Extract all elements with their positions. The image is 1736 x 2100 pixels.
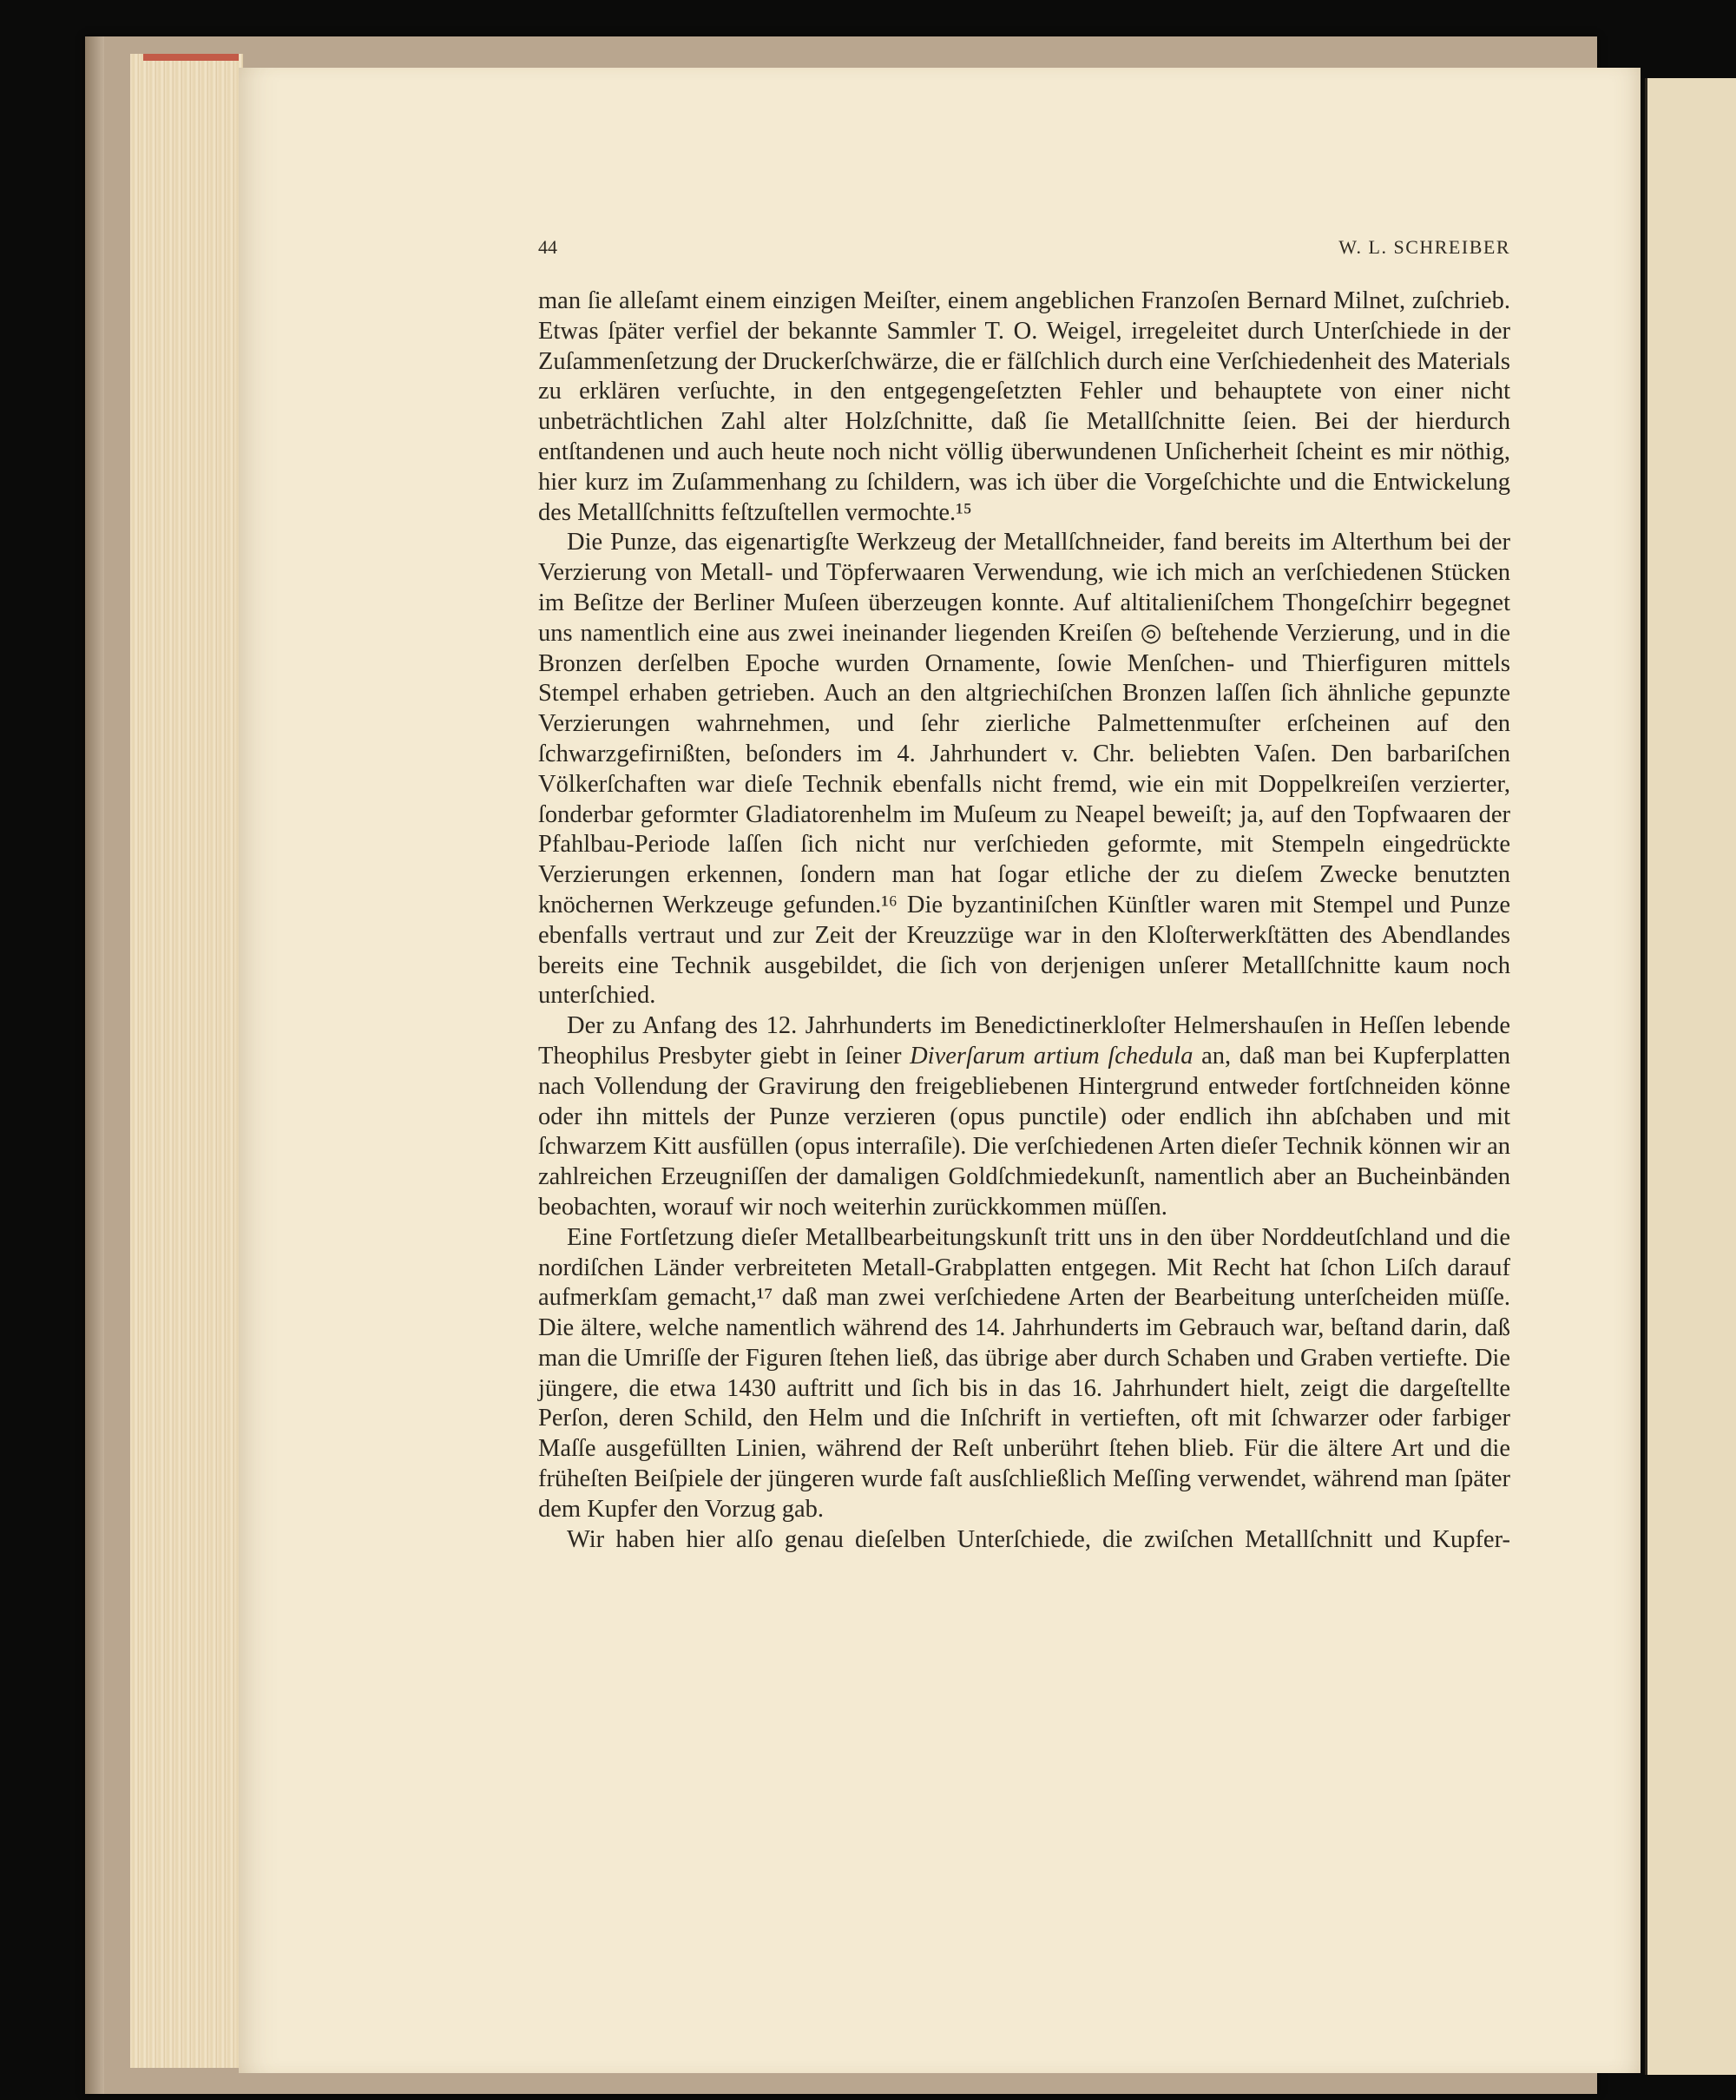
paragraph-2: Die Punze, das eigenartigſte Werkzeug der Metallſchneider, fand bereits im Alterthum bei der Verzierung von Metall- und Töpferwaaren Verwendung, wie ich mich an verſchiedenen Stücken im Beſitze der Berliner Muſeen überzeugen konnte. Auf altitalieniſchem Thongeſchirr begegnet uns namentlich eine aus zwei ineinander liegenden Kreiſen ◎ beſtehende Verzierung, und in die Bronzen derſelben Epoche wurden Ornamente, ſowie Menſchen- und Thierfiguren mittels Stempel erhaben getrieben. Auch an den altgriechiſchen Bronzen laſſen ſich ähnliche gepunzte Verzierungen wahrnehmen, und ſehr zierliche Palmettenmuſter erſcheinen auf den ſchwarzgefirnißten, beſonders im 4. Jahrhundert v. Chr. beliebten Vaſen. Den barbariſchen Völkerſchaften war dieſe Technik ebenfalls nicht fremd, wie ein mit Doppelkreiſen verzierter, ſonderbar geformter Gladiatorenhelm im Muſeum zu Neapel beweiſt; ja, auf den Topfwaaren der Pfahlbau-Periode laſſen ſich nicht nur verſchieden geformte, mit Stempeln eingedrückte Verzierungen erkennen, ſondern man hat ſogar etliche der zu dieſem Zwecke benutzten knöchernen Werkzeuge gefunden.¹⁶ Die byzantiniſchen Künſtler waren mit Stempel und Punze ebenfalls vertraut und zur Zeit der Kreuzzüge war in den Kloſterwerkſtätten des Abendlandes bereits eine Technik ausgebildet, die ſich von derjenigen unſerer Metallſchnitte kaum noch unterſchied. <box>538 529 1510 1010</box>
body-text <box>538 286 1510 1555</box>
paragraph-5: Wir haben hier alſo genau dieſelben Unterſchiede, die zwiſchen Metallſchnitt und Kupfer- <box>567 1525 1510 1553</box>
paragraph-3 <box>538 1011 1510 1223</box>
running-head: W. L. SCHREIBER <box>1338 236 1510 258</box>
page-header <box>538 236 1510 271</box>
paragraph-1: man ſie alleſamt einem einzigen Meiſter, einem angeblichen Franzoſen Bernard Milnet, zuſchrieb. Etwas ſpäter verfiel der bekannte Sammler T. O. Weigel, irregeleitet durch Unterſchiede in der Zuſammenſetzung der Druckerſchwärze, die er fälſchlich durch eine Verſchiedenheit des Materials zu erklären verſuchte, in den entgegengeſetzten Fehler und behauptete von einer nicht unbeträchtlichen Zahl alter Holzſchnitte, daß ſie Metallſchnitte ſeien. Bei der hierdurch entſtandenen und auch heute noch nicht völlig überwundenen Unſicherheit ſcheint es mir nöthig, hier kurz im Zuſammenhang zu ſchildern, was ich über die Vorgeſchichte und die Entwickelung des Metallſchnitts feſtzuſtellen vermochte.¹⁵ <box>538 287 1510 526</box>
paragraph-3-text-b: an, daß man bei Kupferplatten nach Vollendung der Gravirung den freigebliebenen Hintergrund entweder fortſchneiden könne oder ihn mittels der Punze verzieren (opus punctile) oder endlich ihn abſchaben und mit ſchwarzem Kitt ausfüllen (opus interraſile). Die verſchiedenen Arten dieſer Technik können wir an zahlreichen Erzeugniſſen der damaligen Goldſchmiedekunſt, namentlich aber an Bucheinbänden beobachten, worauf wir noch weiterhin zurückkommen müſſen. <box>538 1042 1510 1221</box>
page-stack-red-edge <box>143 54 239 61</box>
adjacent-page <box>1645 78 1736 2075</box>
page-number: 44 <box>538 236 557 258</box>
cover-edge <box>85 36 104 2094</box>
paragraph-4: Eine Fortſetzung dieſer Metallbearbeitungskunſt tritt uns in den über Norddeutſchland und die nordiſchen Länder verbreiteten Metall-Grabplatten entgegen. Mit Recht hat ſchon Liſch darauf aufmerkſam gemacht,¹⁷ daß man zwei verſchiedene Arten der Bearbeitung unterſcheiden müſſe. Die ältere, welche namentlich während des 14. Jahrhunderts im Gebrauch war, beſtand darin, daß man die Umriſſe der Figuren ſtehen ließ, das übrige aber durch Schaben und Graben vertiefte. Die jüngere, die etwa 1430 auftritt und ſich bis in das 16. Jahrhundert hielt, zeigt die dargeſtellte Perſon, deren Schild, den Helm und die Inſchrift in vertieften, oft mit ſchwarzer oder farbiger Maſſe ausgefüllten Linien, während der Reſt unberührt ſtehen blieb. Für die ältere Art und die früheſten Beiſpiele der jüngeren wurde faſt ausſchließlich Meſſing verwendet, während man ſpäter dem Kupfer den Vorzug gab. <box>538 1223 1510 1523</box>
paragraph-3-text-a: Der zu Anfang des 12. Jahrhunderts im Benedictinerkloſter Helmershauſen in Heſſen lebende Theophilus Presbyter giebt in ſeiner <box>538 1012 1510 1070</box>
page-stack-edges <box>130 54 243 2068</box>
book-title-italic: Diverſarum artium ſchedula <box>910 1042 1194 1070</box>
